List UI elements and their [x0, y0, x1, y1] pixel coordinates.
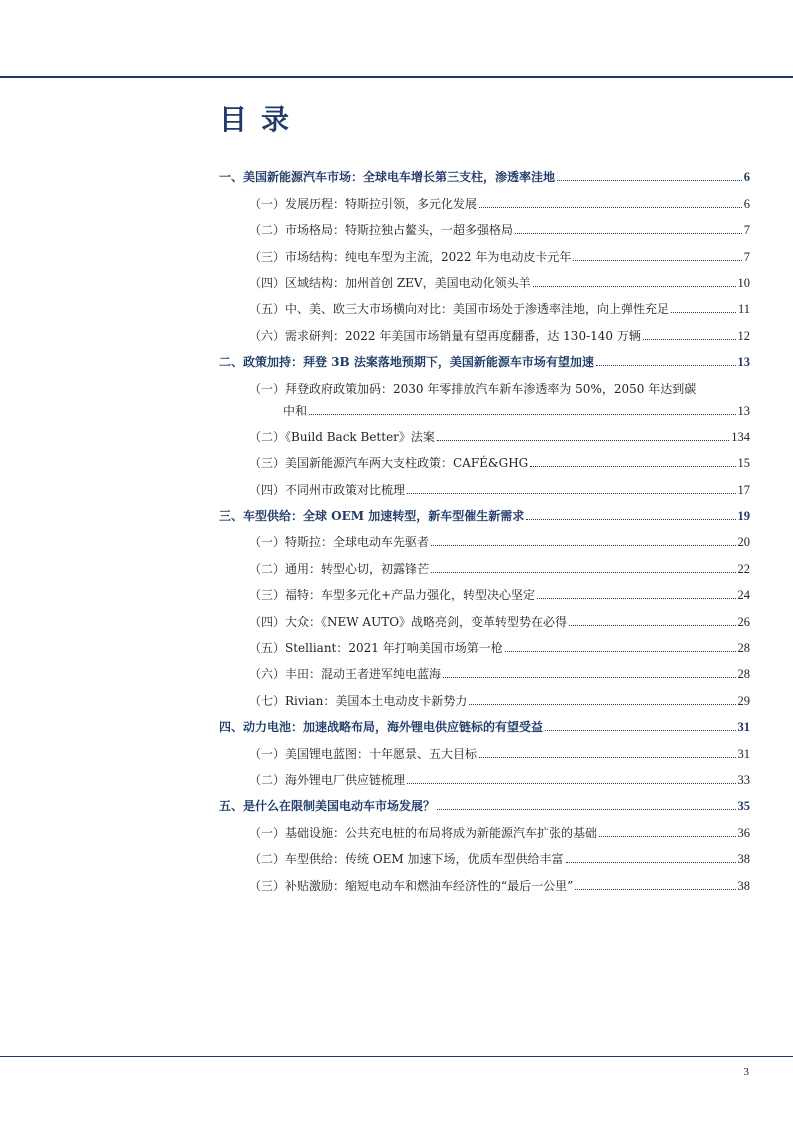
toc-page-number: 28: [737, 641, 750, 656]
toc-section-3[interactable]: [219, 497, 750, 523]
toc-page-number: 24: [737, 588, 750, 603]
toc-page-number: 15: [737, 456, 750, 471]
toc-subsection-5-3[interactable]: [219, 866, 750, 892]
toc-page-number: 38: [737, 852, 750, 867]
toc-entry-text: （四）区域结构：加州首创 ZEV，美国电动化领头羊: [249, 275, 531, 290]
toc-subsection-3-4[interactable]: [219, 602, 750, 628]
page-title: 目录: [219, 103, 304, 136]
toc-entry-text: （一）拜登政府政策加码：2030 年零排放汽车新车渗透率为 50%，2050 年达到碳: [249, 381, 697, 396]
toc-page-number: 7: [743, 249, 750, 264]
toc-page-number: 26: [737, 614, 750, 629]
dot-leader: [526, 519, 735, 520]
toc-entry-text: （二）通用：转型心切，初露锋芒: [249, 561, 430, 576]
toc-entry-text: （四）大众：《NEW AUTO》战略亮剑，变革转型势在必得: [249, 614, 568, 629]
toc-page-number: 33: [737, 772, 750, 787]
toc-page-number: 6: [743, 196, 750, 211]
footer-page-number: 3: [743, 1066, 749, 1078]
header-rule: [0, 76, 793, 78]
toc-entry-text: （六）丰田：混动王者进军纯电蓝海: [249, 667, 442, 682]
dot-leader: [557, 180, 742, 181]
toc-entry-text: （五）中、美、欧三大市场横向对比：美国市场处于渗透率洼地，向上弹性充足: [249, 302, 670, 317]
dot-leader: [437, 440, 729, 441]
dot-leader: [431, 545, 735, 546]
toc-subsection-2-1-continued[interactable]: [219, 396, 750, 418]
toc-subsection-3-3[interactable]: [219, 576, 750, 602]
dot-leader: [515, 233, 742, 234]
toc-page-number: 134: [731, 429, 750, 444]
toc-subsection-2-1[interactable]: [219, 369, 750, 395]
toc-entry-text: 三、车型供给：全球 OEM 加速转型，新车型催生新需求: [219, 509, 525, 524]
toc-entry-text: （一）发展历程：特斯拉引领，多元化发展: [249, 196, 478, 211]
toc-entry-text: （七）Rivian：美国本土电动皮卡新势力: [249, 693, 468, 708]
dot-leader: [479, 757, 735, 758]
dot-leader: [671, 312, 736, 313]
toc-entry-text: 一、美国新能源汽车市场：全球电车增长第三支柱，渗透率洼地: [219, 170, 556, 185]
toc-subsection-3-1[interactable]: [219, 523, 750, 549]
toc-entry-text: （四）不同州市政策对比梳理: [249, 482, 406, 497]
toc-subsection-5-1[interactable]: [219, 813, 750, 839]
dot-leader: [596, 365, 736, 366]
toc-section-5[interactable]: [219, 787, 750, 813]
toc-page-number: 12: [737, 328, 750, 343]
toc-subsection-2-4[interactable]: [219, 470, 750, 496]
toc-entry-text: （一）美国锂电蓝图：十年愿景、五大目标: [249, 746, 478, 761]
toc-page-number: 38: [737, 878, 750, 893]
dot-leader: [566, 862, 736, 863]
toc-entry-text: （二）市场格局：特斯拉独占鳌头，一超多强格局: [249, 223, 514, 238]
toc-section-1[interactable]: [219, 158, 750, 184]
toc-page-number: 35: [737, 799, 750, 814]
toc-page-number: 36: [737, 825, 750, 840]
table-of-contents: [219, 158, 750, 893]
toc-entry-text: （二）《Build Back Better》法案: [249, 429, 435, 444]
toc-subsection-1-6[interactable]: [219, 316, 750, 342]
toc-entry-text: （一）基础设施：公共充电桩的布局将成为新能源汽车扩张的基础: [249, 825, 598, 840]
toc-page-number: 7: [743, 223, 750, 238]
toc-entry-text: （三）补贴激励：缩短电动车和燃油车经济性的“最后一公里”: [249, 878, 574, 893]
toc-entry-text: （二）海外锂电厂供应链梳理: [249, 772, 406, 787]
dot-leader: [599, 836, 735, 837]
toc-entry-text: （二）车型供给：传统 OEM 加速下场，优质车型供给丰富: [249, 852, 564, 867]
toc-page-number: 10: [737, 275, 750, 290]
toc-entry-text: （一）特斯拉：全球电动车先驱者: [249, 535, 430, 550]
dot-leader: [533, 286, 736, 287]
toc-subsection-1-3[interactable]: [219, 237, 750, 263]
toc-entry-text: 四、动力电池：加速战略布局，海外锂电供应链标的有望受益: [219, 720, 544, 735]
toc-subsection-1-1[interactable]: [219, 184, 750, 210]
toc-page-number: 6: [743, 170, 750, 185]
toc-subsection-4-2[interactable]: [219, 761, 750, 787]
toc-entry-text: （五）Stelliant：2021 年打响美国市场第一枪: [249, 641, 503, 656]
toc-subsection-2-2[interactable]: [219, 418, 750, 444]
dot-leader: [479, 207, 742, 208]
dot-leader: [431, 572, 735, 573]
dot-leader: [643, 339, 736, 340]
toc-page-number: 11: [737, 302, 750, 317]
dot-leader: [309, 414, 735, 415]
toc-page-number: 19: [737, 509, 750, 524]
toc-section-4[interactable]: [219, 708, 750, 734]
toc-page-number: 31: [737, 746, 750, 761]
toc-page-number: 13: [737, 355, 750, 370]
dot-leader: [407, 783, 735, 784]
dot-leader: [469, 704, 735, 705]
toc-subsection-1-5[interactable]: [219, 290, 750, 316]
toc-section-2[interactable]: [219, 343, 750, 369]
footer-rule: [0, 1056, 793, 1057]
toc-entry-text: 五、是什么在限制美国电动车市场发展？: [219, 799, 436, 814]
toc-entry-text: （三）美国新能源汽车两大支柱政策：CAFÉ&GHG: [249, 456, 529, 471]
toc-subsection-4-1[interactable]: [219, 734, 750, 760]
toc-subsection-3-2[interactable]: [219, 549, 750, 575]
toc-page-number: 22: [737, 561, 750, 576]
dot-leader: [537, 598, 735, 599]
toc-page-number: 29: [737, 693, 750, 708]
toc-entry-text: （三）福特：车型多元化+产品力强化，转型决心坚定: [249, 588, 536, 603]
dot-leader: [443, 677, 735, 678]
toc-page-number: 28: [737, 667, 750, 682]
toc-subsection-1-2[interactable]: [219, 211, 750, 237]
toc-page-number: 20: [737, 535, 750, 550]
toc-entry-text: （六）需求研判：2022 年美国市场销量有望再度翻番，达 130-140 万辆: [249, 328, 641, 343]
toc-subsection-1-4[interactable]: [219, 264, 750, 290]
dot-leader: [575, 889, 735, 890]
dot-leader: [569, 625, 735, 626]
dot-leader: [505, 651, 736, 652]
toc-subsection-2-3[interactable]: [219, 444, 750, 470]
dot-leader: [573, 260, 741, 261]
toc-subsection-3-6[interactable]: [219, 655, 750, 681]
toc-subsection-3-7[interactable]: [219, 681, 750, 707]
toc-subsection-3-5[interactable]: [219, 629, 750, 655]
toc-entry-text: 二、政策加持：拜登 3B 法案落地预期下，美国新能源车市场有望加速: [219, 355, 594, 370]
dot-leader: [407, 493, 735, 494]
toc-page-number: 13: [737, 403, 750, 418]
toc-entry-text: 中和: [283, 403, 308, 418]
dot-leader: [545, 730, 735, 731]
toc-page-number: 17: [737, 482, 750, 497]
toc-subsection-5-2[interactable]: [219, 840, 750, 866]
toc-entry-text: （三）市场结构：纯电车型为主流，2022 年为电动皮卡元年: [249, 249, 572, 264]
toc-page-number: 31: [737, 720, 750, 735]
dot-leader: [437, 809, 735, 810]
dot-leader: [530, 466, 735, 467]
